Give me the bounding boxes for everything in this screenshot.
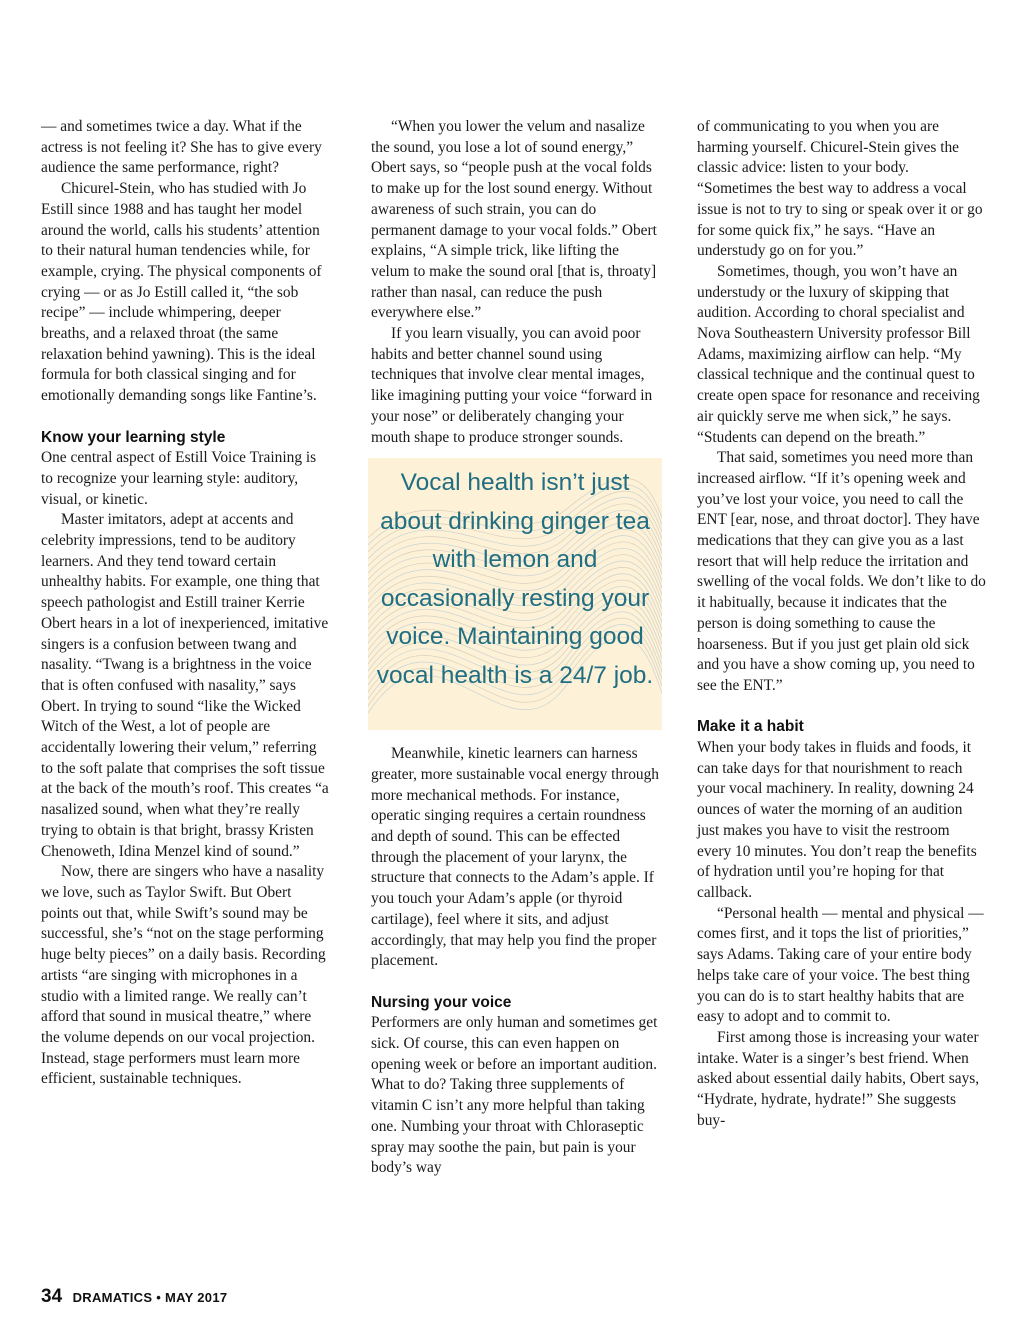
paragraph: Performers are only human and sometimes get sick. Of course, this can even happen on opening week or before an important audition. What to do? Taking three supplements of vitamin C isn’t any more helpful than taking one. Numbing your throat with Chloraseptic spray may soothe the pain, but pain is your body’s way bbox=[371, 1014, 658, 1177]
section-heading-nursing-voice: Nursing your voice bbox=[371, 993, 512, 1011]
paragraph: “Personal health — mental and physical — comes first, and it tops the list of priorities,” says Adams. Taking care of your entire body helps take care of your voice. The best thing you can do is to start healthy habits that are easy to adopt and to commit to. bbox=[697, 904, 984, 1026]
column-1 bbox=[41, 117, 329, 1090]
paragraph: First among those is increasing your water intake. Water is a singer’s best friend. When asked about essential daily habits, Obert says, “Hydrate, hydrate, hydrate!” She suggests buy- bbox=[697, 1028, 980, 1129]
paragraph: That said, sometimes you need more than increased airflow. “If it’s opening week and you’ve lost your voice, you need to call the ENT [ear, nose, and throat doctor]. They have medications that they can give you as a last resort that will help reduce the irritation and swelling of the vocal folds. We don’t like to do it habitually, because it indicates that the person is doing something to cause the hoarseness. But if you just get plain old sick and you have a show coming up, you need to see the ENT.” bbox=[697, 449, 986, 694]
paragraph: — and sometimes twice a day. What if the actress is not feeling it? She has to give every audience the same performance, right? bbox=[41, 118, 322, 177]
section-heading-learning-style: Know your learning style bbox=[41, 428, 226, 446]
paragraph: Chicurel-Stein, who has studied with Jo Estill since 1988 and has taught her model around the world, calls his students’ attention to their natural human tendencies while, for example, crying. The physical components of crying — or as Jo Estill called it, “the sob recipe” — include whimpering, deeper breaths, and a relaxed throat (the same relaxation behind yawning). This is the ideal formula for both classical singing and for emotionally demanding songs like Fantine’s. bbox=[41, 180, 322, 405]
paragraph: Master imitators, adept at accents and celebrity impressions, tend to be auditory learners. And they tend toward certain unhealthy habits. For example, one thing that speech pathologist and Estill trainer Kerrie Obert hears in a lot of inexperienced, imitative singers is a confusion between twang and nasality. “Twang is a brightness in the voice that is often confused with nasality,” says Obert. In trying to sound “like the Wicked Witch of the West, a lot of people are accidentally lowering their velum,” referring to the soft palate that comprises the soft tissue at the back of the mouth’s roof. This creates “a nasalized sound, when what they’re really trying to obtain is that bright, brassy Kristen Chenoweth, Idina Menzel kind of sound.” bbox=[41, 511, 329, 860]
magazine-issue: DRAMATICS • MAY 2017 bbox=[72, 1290, 228, 1305]
paragraph: Now, there are singers who have a nasality we love, such as Taylor Swift. But Obert points out that, while Swift’s sound may be successful, she’s “not on the stage performing huge belty pieces” on a daily basis. Recording artists “are singing with microphones in a studio with a limited range. We really can’t afford that sound in musical theatre,” where the volume depends on our vocal projection. Instead, stage performers must learn more efficient, sustainable techniques. bbox=[41, 863, 326, 1088]
paragraph: If you learn visually, you can avoid poor habits and better channel sound using techniques that involve clear mental images, like imagining putting your voice “forward in your nose” or deliberately changing your mouth shape to produce stronger sounds. bbox=[371, 325, 653, 446]
paragraph: One central aspect of Estill Voice Training is to recognize your learning style: auditory, visual, or kinetic. bbox=[41, 449, 317, 508]
column-3 bbox=[697, 117, 987, 1131]
pull-quote bbox=[368, 458, 662, 730]
section-heading-make-habit: Make it a habit bbox=[697, 718, 804, 736]
page-number: 34 bbox=[41, 1286, 63, 1307]
column-2 bbox=[371, 117, 659, 1179]
paragraph: Sometimes, though, you won’t have an understudy or the luxury of skipping that audition. According to choral specialist and Nova Southeastern University professor Bill Adams, maximizing airflow can help. “My classical technique and the continual quest to create open space for resonance and receiving air quickly serve me when sick,” he says. “Students can depend on the breath.” bbox=[697, 262, 980, 446]
paragraph: “When you lower the velum and nasalize the sound, you lose a lot of sound energy,” Obert says, so “people push at the vocal folds to make up for the lost sound energy. Without awareness of such strain, you can do permanent damage to your vocal folds.” Obert explains, “A simple trick, like lifting the velum to make the sound oral [that is, throaty] rather than nasal, can reduce the push everywhere else.” bbox=[371, 118, 657, 322]
paragraph: Meanwhile, kinetic learners can harness greater, more sustainable vocal energy through more mechanical methods. For instance, operatic singing requires a certain roundness and depth of sound. This can be effected through the placement of your larynx, the structure that connects to the Adam’s apple. If you touch your Adam’s apple (or thyroid cartilage), feel where it sits, and adjust accordingly, that may help you find the proper placement. bbox=[371, 745, 659, 970]
pull-quote-text: Vocal health isn’t just about drinking ginger tea with lemon and occasionally resting your voice. Maintaining good vocal health is a 24/7 job. bbox=[376, 469, 654, 689]
paragraph: When your body takes in fluids and foods, it can take days for that nourishment to reach your vocal machinery. In reality, downing 24 ounces of water the morning of an audition just makes you have to visit the restroom every 10 minutes. You don’t reap the benefits of hydration until you’re hoping for that callback. bbox=[697, 739, 977, 901]
page-footer bbox=[41, 1286, 227, 1308]
paragraph: of communicating to you when you are harming yourself. Chicurel-Stein gives the classic advice: listen to your body. “Sometimes the best way to address a vocal issue is not to try to sing or speak over it or go for some quick fix,” he says. “Have an understudy go on for you.” bbox=[697, 118, 983, 260]
